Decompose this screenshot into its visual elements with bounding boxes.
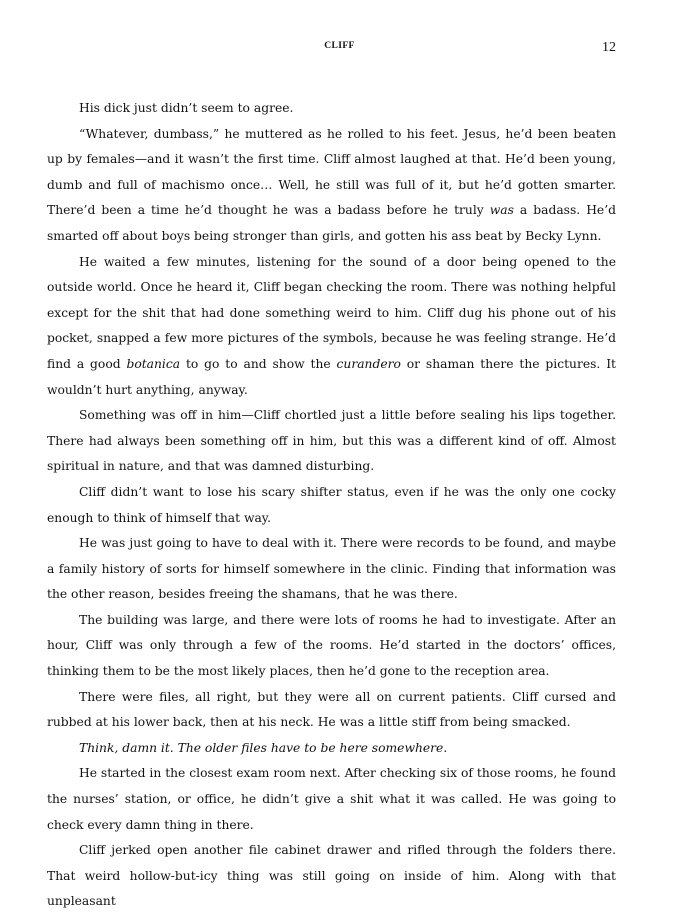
paragraph xyxy=(47,96,616,122)
text-run: He waited a few minutes, listening for the sound of a door being opened to the outside world. Once he heard it, Cliff began checking the room. There was nothing helpful except for the shit that had done something weird to him. Cliff dug his phone out of his pocket, snapped a few more pictures of the symbols, because he was feeling strange. He’d find a good xyxy=(47,254,616,371)
text-run: There were files, all right, but they were all on current patients. Cliff cursed and rubbed at his lower back, then at his neck. He was a little stiff from being smacked. xyxy=(47,689,616,730)
text-run: Cliff jerked open another file cabinet drawer and rifled through the folders there. That weird hollow-but-icy thing was still going on inside of him. Along with that unpleasant xyxy=(47,843,616,909)
text-run: He was just going to have to deal with it. There were records to be found, and maybe a family history of sorts for himself somewhere in the clinic. Finding that information was the other reason, besides freeing the shamans, that he was there. xyxy=(47,536,616,602)
text-run: Cliff didn’t want to lose his scary shifter status, even if he was the only one cocky enough to think of himself that way. xyxy=(47,484,616,525)
running-head-title: CLIFF xyxy=(324,41,355,51)
paragraph xyxy=(47,250,616,404)
italic-text: curandero xyxy=(336,356,401,371)
italic-text: Think, damn it. The older files have to be here somewhere. xyxy=(79,740,448,755)
text-run: The building was large, and there were lots of rooms he had to investigate. After an hour, Cliff was only through a few of the rooms. He’d started in the doctors’ offices, thinking them to be the most likely places, then he’d gone to the reception area. xyxy=(47,612,616,679)
italic-text: was xyxy=(489,203,514,218)
paragraph xyxy=(47,480,616,531)
paragraph xyxy=(47,122,616,250)
paragraph xyxy=(47,608,616,685)
paragraph xyxy=(47,761,616,838)
text-run: He started in the closest exam room next. After checking six of those rooms, he found the nurses’ station, or office, he didn’t give a shit what it was called. He was going to check every damn thing in there. xyxy=(47,766,616,832)
body-text xyxy=(47,96,616,915)
text-run: “Whatever, dumbass,” he muttered as he rolled to his feet. Jesus, he’d been beaten up by females—and it wasn’t the first time. Cliff almost laughed at that. He’d been young, dumb and full of machismo once… Well, he still was full of it, but he’d gotten smarter. There’d been a time he’d thought he was a badass before he truly xyxy=(47,126,616,218)
italic-text: botanica xyxy=(126,356,181,371)
text-run: His dick just didn’t seem to agree. xyxy=(79,101,294,115)
paragraph xyxy=(47,838,616,915)
text-run: to go to and show the xyxy=(180,356,337,371)
paragraph xyxy=(47,531,616,608)
page-number: 12 xyxy=(602,40,616,55)
text-run: or shaman there the pictures. It wouldn’t hurt anything, anyway. xyxy=(47,356,616,397)
text-run: Something was off in him—Cliff chortled just a little before sealing his lips together. There had always been something off in him, but this was a different kind of off. Almost spiritual in nature, and that was damned disturbing. xyxy=(47,408,616,474)
paragraph xyxy=(47,736,616,762)
paragraph xyxy=(47,685,616,736)
text-run: a badass. He’d smarted off about boys being stronger than girls, and gotten his ass beat by Becky Lynn. xyxy=(47,203,616,243)
paragraph xyxy=(47,403,616,480)
